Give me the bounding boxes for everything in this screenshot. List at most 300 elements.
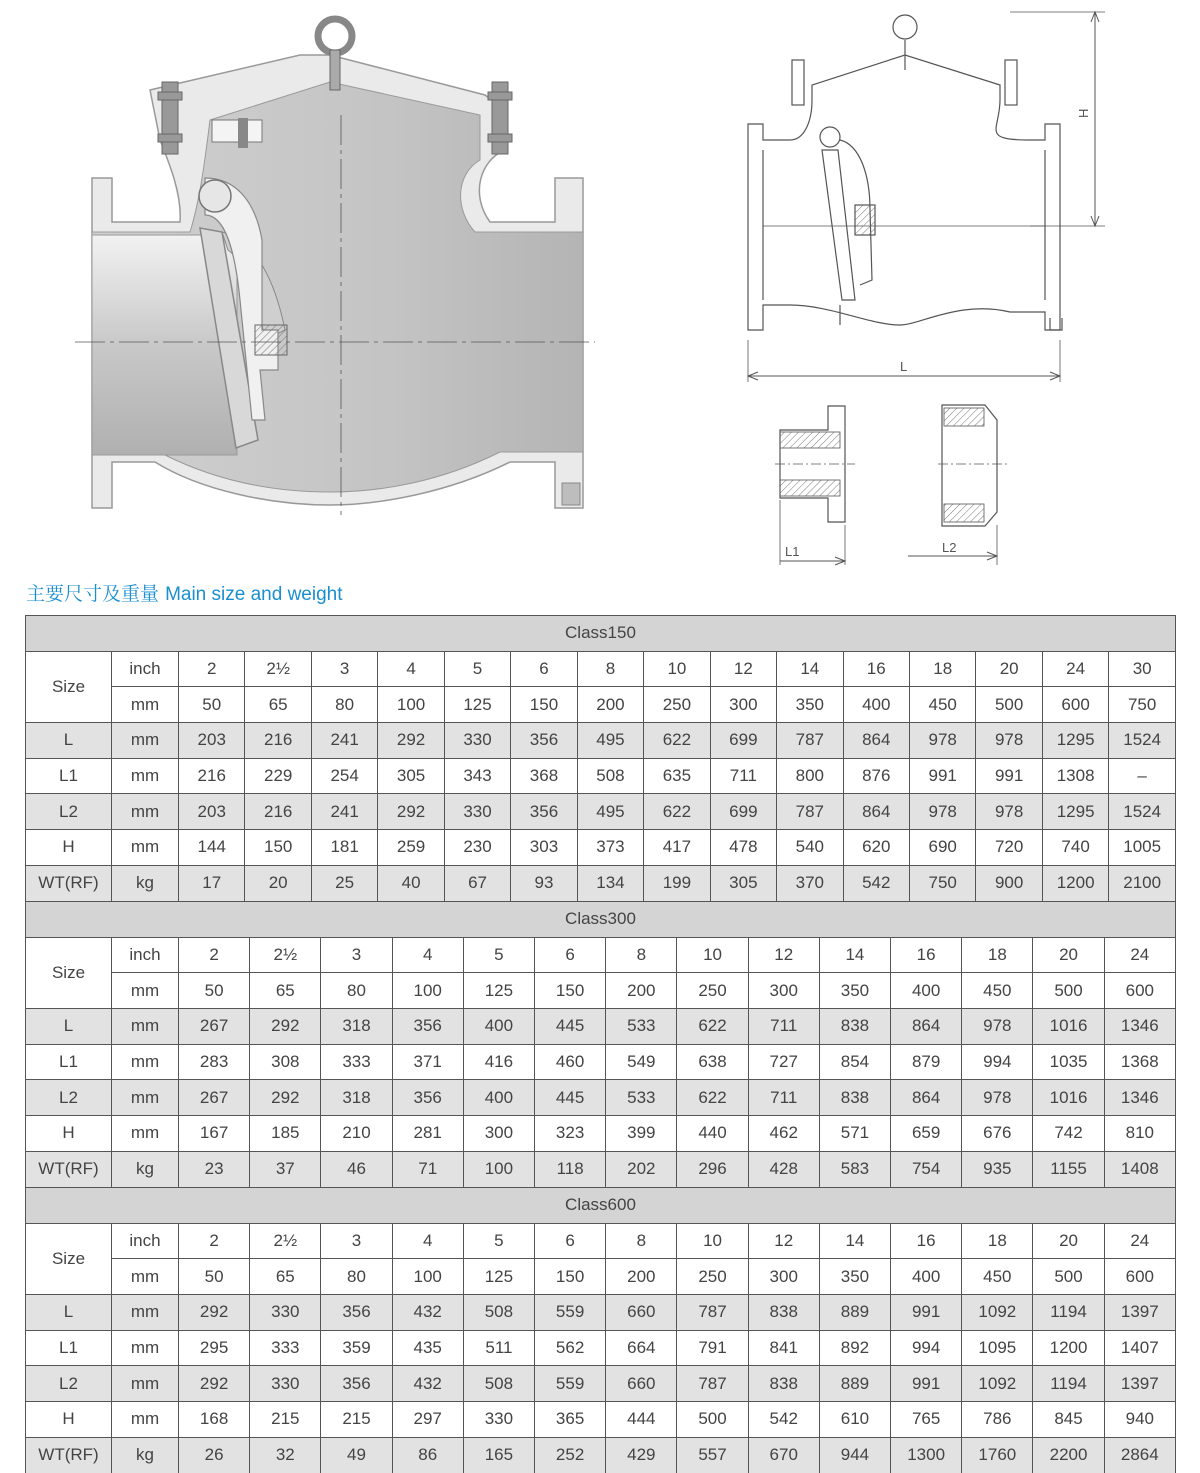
value-cell: 845 <box>1033 1402 1104 1438</box>
value-cell: 533 <box>606 1009 677 1045</box>
row-l <box>26 1295 1176 1331</box>
value-cell: 478 <box>710 830 776 866</box>
unit-mm: mm <box>112 1259 179 1295</box>
unit-cell: mm <box>112 1009 179 1045</box>
value-cell: 241 <box>311 794 377 830</box>
value-cell: 841 <box>748 1330 819 1366</box>
value-cell: 711 <box>748 1009 819 1045</box>
value-cell: 1200 <box>1033 1330 1104 1366</box>
size-mm-cell: 100 <box>392 1259 463 1295</box>
size-inch-cell: 6 <box>535 937 606 973</box>
size-inch-cell: 5 <box>463 937 534 973</box>
size-mm-cell: 500 <box>1033 1259 1104 1295</box>
value-cell: 330 <box>463 1402 534 1438</box>
value-cell: 889 <box>819 1366 890 1402</box>
value-cell: 670 <box>748 1437 819 1473</box>
class-header-row <box>26 1188 1176 1224</box>
value-cell: 445 <box>535 1009 606 1045</box>
value-cell: 542 <box>748 1402 819 1438</box>
value-cell: 699 <box>710 723 776 759</box>
size-mm-cell: 400 <box>843 687 909 723</box>
value-cell: 940 <box>1104 1402 1175 1438</box>
value-cell: 417 <box>644 830 710 866</box>
value-cell: 854 <box>819 1044 890 1080</box>
size-mm-cell: 200 <box>577 687 643 723</box>
row-label-h: H <box>26 1402 112 1438</box>
row-h <box>26 1116 1176 1152</box>
row-l2 <box>26 794 1176 830</box>
value-cell: 1092 <box>962 1295 1033 1331</box>
row-l2 <box>26 1366 1176 1402</box>
value-cell: 305 <box>378 758 444 794</box>
size-inch-cell: 12 <box>710 651 776 687</box>
unit-cell: mm <box>112 1402 179 1438</box>
size-mm-cell: 50 <box>179 1259 250 1295</box>
value-cell: 787 <box>677 1366 748 1402</box>
value-cell: 267 <box>179 1080 250 1116</box>
size-inch-row <box>26 1223 1176 1259</box>
value-cell: 978 <box>962 1009 1033 1045</box>
value-cell: 1408 <box>1104 1151 1175 1187</box>
value-cell: 203 <box>179 794 245 830</box>
value-cell: 49 <box>321 1437 392 1473</box>
size-mm-cell: 150 <box>535 1259 606 1295</box>
value-cell: 296 <box>677 1151 748 1187</box>
value-cell: 203 <box>179 723 245 759</box>
value-cell: 100 <box>463 1151 534 1187</box>
value-cell: 462 <box>748 1116 819 1152</box>
size-inch-cell: 6 <box>511 651 577 687</box>
value-cell: 864 <box>843 794 909 830</box>
size-inch-cell: 12 <box>748 1223 819 1259</box>
outline-drawing <box>748 12 1105 565</box>
size-mm-cell: 400 <box>891 1259 962 1295</box>
size-mm-cell: 500 <box>1033 973 1104 1009</box>
value-cell: 356 <box>511 723 577 759</box>
value-cell: 754 <box>891 1151 962 1187</box>
size-inch-cell: 8 <box>606 937 677 973</box>
row-l1 <box>26 1330 1176 1366</box>
value-cell: 432 <box>392 1366 463 1402</box>
value-cell: – <box>1109 758 1176 794</box>
value-cell: 622 <box>644 723 710 759</box>
size-inch-cell: 2½ <box>245 651 311 687</box>
value-cell: 150 <box>245 830 311 866</box>
size-mm-cell: 65 <box>250 1259 321 1295</box>
value-cell: 1200 <box>1042 865 1108 901</box>
value-cell: 876 <box>843 758 909 794</box>
value-cell: 571 <box>819 1116 890 1152</box>
value-cell: 542 <box>843 865 909 901</box>
value-cell: 1095 <box>962 1330 1033 1366</box>
value-cell: 549 <box>606 1044 677 1080</box>
size-inch-row <box>26 937 1176 973</box>
value-cell: 559 <box>535 1366 606 1402</box>
row-label-wt: WT(RF) <box>26 1437 112 1473</box>
size-inch-cell: 10 <box>677 1223 748 1259</box>
size-mm-cell: 300 <box>748 973 819 1009</box>
value-cell: 333 <box>250 1330 321 1366</box>
value-cell: 435 <box>392 1330 463 1366</box>
value-cell: 1092 <box>962 1366 1033 1402</box>
valve-drawings <box>0 0 1200 575</box>
size-mm-cell: 450 <box>962 973 1033 1009</box>
value-cell: 259 <box>378 830 444 866</box>
value-cell: 292 <box>378 723 444 759</box>
value-cell: 1194 <box>1033 1295 1104 1331</box>
value-cell: 508 <box>463 1366 534 1402</box>
value-cell: 330 <box>444 794 510 830</box>
value-cell: 432 <box>392 1295 463 1331</box>
size-inch-cell: 2 <box>179 1223 250 1259</box>
size-mm-cell: 65 <box>250 973 321 1009</box>
value-cell: 787 <box>677 1295 748 1331</box>
size-mm-cell: 250 <box>677 973 748 1009</box>
row-l <box>26 723 1176 759</box>
size-mm-cell: 400 <box>891 973 962 1009</box>
value-cell: 699 <box>710 794 776 830</box>
row-label-l2: L2 <box>26 1080 112 1116</box>
class-name: Class600 <box>26 1188 1176 1224</box>
value-cell: 216 <box>245 723 311 759</box>
size-inch-cell: 3 <box>311 651 377 687</box>
size-mm-cell: 350 <box>777 687 843 723</box>
value-cell: 373 <box>577 830 643 866</box>
value-cell: 994 <box>891 1330 962 1366</box>
value-cell: 991 <box>891 1295 962 1331</box>
value-cell: 165 <box>463 1437 534 1473</box>
value-cell: 300 <box>463 1116 534 1152</box>
value-cell: 267 <box>179 1009 250 1045</box>
value-cell: 1005 <box>1109 830 1176 866</box>
value-cell: 659 <box>891 1116 962 1152</box>
value-cell: 445 <box>535 1080 606 1116</box>
value-cell: 786 <box>962 1402 1033 1438</box>
value-cell: 765 <box>891 1402 962 1438</box>
value-cell: 740 <box>1042 830 1108 866</box>
value-cell: 17 <box>179 865 245 901</box>
size-inch-cell: 12 <box>748 937 819 973</box>
size-inch-cell: 8 <box>606 1223 677 1259</box>
size-inch-cell: 2½ <box>250 1223 321 1259</box>
size-inch-cell: 16 <box>891 937 962 973</box>
value-cell: 1295 <box>1042 794 1108 830</box>
dim-label-l: L <box>900 359 908 374</box>
value-cell: 495 <box>577 723 643 759</box>
class-name: Class150 <box>26 616 1176 652</box>
value-cell: 508 <box>577 758 643 794</box>
size-inch-cell: 5 <box>444 651 510 687</box>
value-cell: 416 <box>463 1044 534 1080</box>
value-cell: 622 <box>677 1009 748 1045</box>
value-cell: 559 <box>535 1295 606 1331</box>
value-cell: 67 <box>444 865 510 901</box>
unit-cell: mm <box>112 1116 179 1152</box>
value-cell: 292 <box>179 1295 250 1331</box>
row-l1 <box>26 758 1176 794</box>
size-inch-cell: 14 <box>777 651 843 687</box>
size-inch-cell: 16 <box>843 651 909 687</box>
size-mm-row <box>26 1259 1176 1295</box>
value-cell: 562 <box>535 1330 606 1366</box>
value-cell: 978 <box>976 723 1042 759</box>
value-cell: 399 <box>606 1116 677 1152</box>
row-label-l1: L1 <box>26 1044 112 1080</box>
unit-inch: inch <box>112 1223 179 1259</box>
size-mm-cell: 50 <box>179 973 250 1009</box>
value-cell: 37 <box>250 1151 321 1187</box>
value-cell: 800 <box>777 758 843 794</box>
size-mm-cell: 450 <box>909 687 975 723</box>
value-cell: 71 <box>392 1151 463 1187</box>
value-cell: 610 <box>819 1402 890 1438</box>
value-cell: 292 <box>179 1366 250 1402</box>
size-mm-cell: 600 <box>1104 1259 1175 1295</box>
value-cell: 838 <box>748 1366 819 1402</box>
size-inch-cell: 5 <box>463 1223 534 1259</box>
value-cell: 444 <box>606 1402 677 1438</box>
class-name: Class300 <box>26 902 1176 938</box>
size-mm-cell: 200 <box>606 1259 677 1295</box>
class-header-row <box>26 616 1176 652</box>
size-mm-cell: 250 <box>644 687 710 723</box>
size-mm-cell: 250 <box>677 1259 748 1295</box>
size-inch-cell: 14 <box>819 1223 890 1259</box>
row-label-l2: L2 <box>26 1366 112 1402</box>
value-cell: 864 <box>891 1009 962 1045</box>
value-cell: 1346 <box>1104 1080 1175 1116</box>
size-inch-cell: 18 <box>962 937 1033 973</box>
value-cell: 23 <box>179 1151 250 1187</box>
unit-cell: kg <box>112 1151 179 1187</box>
value-cell: 742 <box>1033 1116 1104 1152</box>
value-cell: 1524 <box>1109 794 1176 830</box>
value-cell: 330 <box>444 723 510 759</box>
value-cell: 292 <box>250 1009 321 1045</box>
size-inch-cell: 2 <box>179 937 250 973</box>
section-title-zh: 主要尺寸及重量 <box>26 583 160 605</box>
unit-inch: inch <box>112 937 179 973</box>
value-cell: 118 <box>535 1151 606 1187</box>
value-cell: 356 <box>321 1366 392 1402</box>
value-cell: 1016 <box>1033 1009 1104 1045</box>
unit-cell: mm <box>112 758 179 794</box>
value-cell: 32 <box>250 1437 321 1473</box>
unit-mm: mm <box>112 973 179 1009</box>
value-cell: 991 <box>909 758 975 794</box>
value-cell: 711 <box>710 758 776 794</box>
value-cell: 660 <box>606 1366 677 1402</box>
size-mm-cell: 200 <box>606 973 677 1009</box>
value-cell: 638 <box>677 1044 748 1080</box>
value-cell: 1308 <box>1042 758 1108 794</box>
value-cell: 879 <box>891 1044 962 1080</box>
value-cell: 440 <box>677 1116 748 1152</box>
size-mm-cell: 600 <box>1042 687 1108 723</box>
value-cell: 660 <box>606 1295 677 1331</box>
size-mm-cell: 300 <box>748 1259 819 1295</box>
value-cell: 370 <box>777 865 843 901</box>
size-mm-cell: 750 <box>1109 687 1176 723</box>
value-cell: 900 <box>976 865 1042 901</box>
size-mm-cell: 80 <box>311 687 377 723</box>
row-h <box>26 1402 1176 1438</box>
value-cell: 620 <box>843 830 909 866</box>
size-mm-cell: 450 <box>962 1259 1033 1295</box>
unit-cell: mm <box>112 1295 179 1331</box>
row-label-l2: L2 <box>26 794 112 830</box>
size-mm-cell: 350 <box>819 1259 890 1295</box>
value-cell: 892 <box>819 1330 890 1366</box>
value-cell: 371 <box>392 1044 463 1080</box>
value-cell: 215 <box>321 1402 392 1438</box>
size-inch-cell: 14 <box>819 937 890 973</box>
value-cell: 838 <box>819 1009 890 1045</box>
value-cell: 20 <box>245 865 311 901</box>
value-cell: 1524 <box>1109 723 1176 759</box>
size-inch-row <box>26 651 1176 687</box>
value-cell: 323 <box>535 1116 606 1152</box>
unit-inch: inch <box>112 651 179 687</box>
size-inch-cell: 18 <box>909 651 975 687</box>
value-cell: 1397 <box>1104 1295 1175 1331</box>
size-mm-cell: 500 <box>976 687 1042 723</box>
value-cell: 2200 <box>1033 1437 1104 1473</box>
value-cell: 202 <box>606 1151 677 1187</box>
row-label-l1: L1 <box>26 1330 112 1366</box>
value-cell: 356 <box>392 1080 463 1116</box>
size-inch-cell: 6 <box>535 1223 606 1259</box>
value-cell: 144 <box>179 830 245 866</box>
row-wt <box>26 1151 1176 1187</box>
size-inch-cell: 18 <box>962 1223 1033 1259</box>
unit-cell: mm <box>112 1366 179 1402</box>
value-cell: 838 <box>748 1295 819 1331</box>
size-inch-cell: 20 <box>1033 937 1104 973</box>
value-cell: 791 <box>677 1330 748 1366</box>
value-cell: 93 <box>511 865 577 901</box>
cutaway-drawing <box>75 19 595 515</box>
value-cell: 787 <box>777 794 843 830</box>
size-mm-cell: 100 <box>392 973 463 1009</box>
dim-label-l2: L2 <box>942 540 957 555</box>
value-cell: 994 <box>962 1044 1033 1080</box>
value-cell: 557 <box>677 1437 748 1473</box>
value-cell: 400 <box>463 1080 534 1116</box>
value-cell: 400 <box>463 1009 534 1045</box>
spec-table-class150 <box>25 615 1176 902</box>
value-cell: 333 <box>321 1044 392 1080</box>
size-inch-cell: 8 <box>577 651 643 687</box>
unit-cell: mm <box>112 1080 179 1116</box>
value-cell: 676 <box>962 1116 1033 1152</box>
value-cell: 750 <box>909 865 975 901</box>
unit-cell: kg <box>112 1437 179 1473</box>
spec-table-class600 <box>25 1187 1176 1473</box>
value-cell: 343 <box>444 758 510 794</box>
value-cell: 864 <box>843 723 909 759</box>
section-title <box>26 579 343 607</box>
value-cell: 727 <box>748 1044 819 1080</box>
size-inch-cell: 10 <box>677 937 748 973</box>
value-cell: 1368 <box>1104 1044 1175 1080</box>
value-cell: 1346 <box>1104 1009 1175 1045</box>
value-cell: 508 <box>463 1295 534 1331</box>
value-cell: 495 <box>577 794 643 830</box>
value-cell: 210 <box>321 1116 392 1152</box>
row-label-l: L <box>26 1295 112 1331</box>
unit-cell: mm <box>112 1044 179 1080</box>
row-label-h: H <box>26 1116 112 1152</box>
value-cell: 241 <box>311 723 377 759</box>
value-cell: 838 <box>819 1080 890 1116</box>
value-cell: 1016 <box>1033 1080 1104 1116</box>
size-mm-cell: 50 <box>179 687 245 723</box>
row-l <box>26 1009 1176 1045</box>
value-cell: 292 <box>250 1080 321 1116</box>
spec-table-class300 <box>25 901 1176 1188</box>
size-inch-cell: 30 <box>1109 651 1176 687</box>
value-cell: 991 <box>891 1366 962 1402</box>
value-cell: 303 <box>511 830 577 866</box>
value-cell: 787 <box>777 723 843 759</box>
row-label-size: Size <box>26 937 112 1008</box>
value-cell: 283 <box>179 1044 250 1080</box>
value-cell: 230 <box>444 830 510 866</box>
unit-cell: mm <box>112 723 179 759</box>
value-cell: 199 <box>644 865 710 901</box>
size-inch-cell: 24 <box>1042 651 1108 687</box>
value-cell: 368 <box>511 758 577 794</box>
size-inch-cell: 20 <box>1033 1223 1104 1259</box>
value-cell: 540 <box>777 830 843 866</box>
value-cell: 216 <box>245 794 311 830</box>
value-cell: 40 <box>378 865 444 901</box>
class-header-row <box>26 902 1176 938</box>
value-cell: 26 <box>179 1437 250 1473</box>
value-cell: 308 <box>250 1044 321 1080</box>
value-cell: 181 <box>311 830 377 866</box>
size-mm-row <box>26 687 1176 723</box>
value-cell: 297 <box>392 1402 463 1438</box>
value-cell: 944 <box>819 1437 890 1473</box>
value-cell: 295 <box>179 1330 250 1366</box>
value-cell: 711 <box>748 1080 819 1116</box>
value-cell: 1300 <box>891 1437 962 1473</box>
size-mm-cell: 65 <box>245 687 311 723</box>
value-cell: 185 <box>250 1116 321 1152</box>
size-mm-cell: 300 <box>710 687 776 723</box>
value-cell: 330 <box>250 1295 321 1331</box>
row-label-wt: WT(RF) <box>26 865 112 901</box>
value-cell: 134 <box>577 865 643 901</box>
row-label-l1: L1 <box>26 758 112 794</box>
size-mm-cell: 80 <box>321 1259 392 1295</box>
size-mm-cell: 150 <box>511 687 577 723</box>
value-cell: 215 <box>250 1402 321 1438</box>
unit-cell: mm <box>112 1330 179 1366</box>
size-inch-cell: 24 <box>1104 937 1175 973</box>
unit-cell: kg <box>112 865 179 901</box>
row-wt <box>26 1437 1176 1473</box>
value-cell: 978 <box>976 794 1042 830</box>
row-label-h: H <box>26 830 112 866</box>
value-cell: 664 <box>606 1330 677 1366</box>
value-cell: 330 <box>250 1366 321 1402</box>
value-cell: 978 <box>909 723 975 759</box>
row-h <box>26 830 1176 866</box>
value-cell: 428 <box>748 1151 819 1187</box>
